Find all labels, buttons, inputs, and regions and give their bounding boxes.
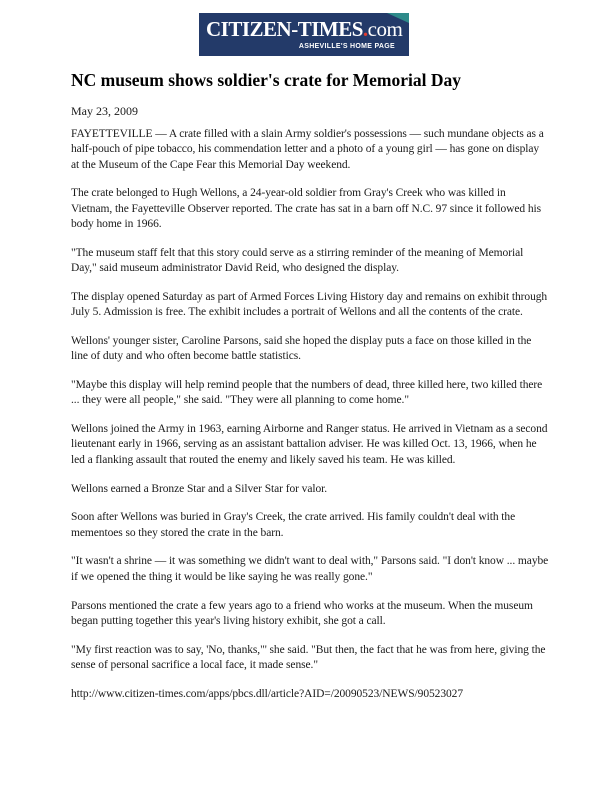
article-paragraph: "The museum staff felt that this story could serve as a stirring reminder of the meaning of Memorial Day," said museum administrator David Reid, who designed the display. [71,246,524,275]
logo-dot: . [362,17,368,41]
article-paragraph: Wellons earned a Bronze Star and a Silver Star for valor. [71,482,328,495]
article-paragraph: Parsons mentioned the crate a few years ago to a friend who works at the museum. When the museum began putting together this year's living history exhibit, she got a call. [71,599,533,627]
logo-wordmark [206,18,402,40]
article-paragraph: "My first reaction was to say, 'No, thanks,"' she said. "But then, the fact that he was from here, giving the sense of personal sacrifice a local face, it made sense." [71,643,546,671]
logo-tagline: ASHEVILLE'S HOME PAGE [298,43,395,50]
article-paragraph: Wellons joined the Army in 1963, earning Airborne and Ranger status. He arrived in Vietnam as a second lieutenant early in 1966, serving as an assistant battalion adviser. He was killed Oct. 13, 1966, when he led a flanking assault that routed the enemy and likely saved his team. He was killed. [71,423,548,466]
article-body [71,127,549,716]
article-paragraph: The crate belonged to Hugh Wellons, a 24-year-old soldier from Gray's Creek who was killed in Vietnam, the Fayetteville Observer reported. The crate has sat in a barn off N.C. 97 since it followed his body home in 1966. [71,187,542,230]
article-paragraph: "Maybe this display will help remind people that the numbers of dead, three killed here, two killed there ... they were all people," she said. "They were all planning to come home." [71,379,543,407]
article-paragraph: The display opened Saturday as part of Armed Forces Living History day and remains on exhibit through July 5. Admission is free. The exhibit includes a portrait of Wellons and all the contents of the crate. [71,290,548,319]
article-paragraph: "It wasn't a shrine — it was something we didn't want to deal with," Parsons said. "I don't know ... maybe if we opened the thing it would be like saying he was really gone." [71,555,549,583]
logo-domain: com [367,17,403,41]
article-paragraph: Soon after Wellons was buried in Gray's Creek, the crate arrived. His family couldn't deal with the mementoes so they stored the crate in the barn. [71,511,516,539]
article-paragraph: Wellons' younger sister, Caroline Parsons, said she hoped the display puts a face on those killed in the line of duty and who often become battle statistics. [71,334,532,363]
site-logo [199,13,409,56]
logo-name: CITIZEN-TIMES [206,17,363,41]
article-headline: NC museum shows soldier's crate for Memorial Day [71,70,461,90]
article-paragraph: FAYETTEVILLE — A crate filled with a slain Army soldier's possessions — such mundane objects as a half-pouch of pipe tobacco, his commendation letter and a photo of a young girl — has gone on display at the Museum of the Cape Fear this Memorial Day weekend. [71,128,544,171]
source-url: http://www.citizen-times.com/apps/pbcs.dll/article?AID=/20090523/NEWS/90523027 [71,687,464,700]
article-date: May 23, 2009 [71,104,138,118]
